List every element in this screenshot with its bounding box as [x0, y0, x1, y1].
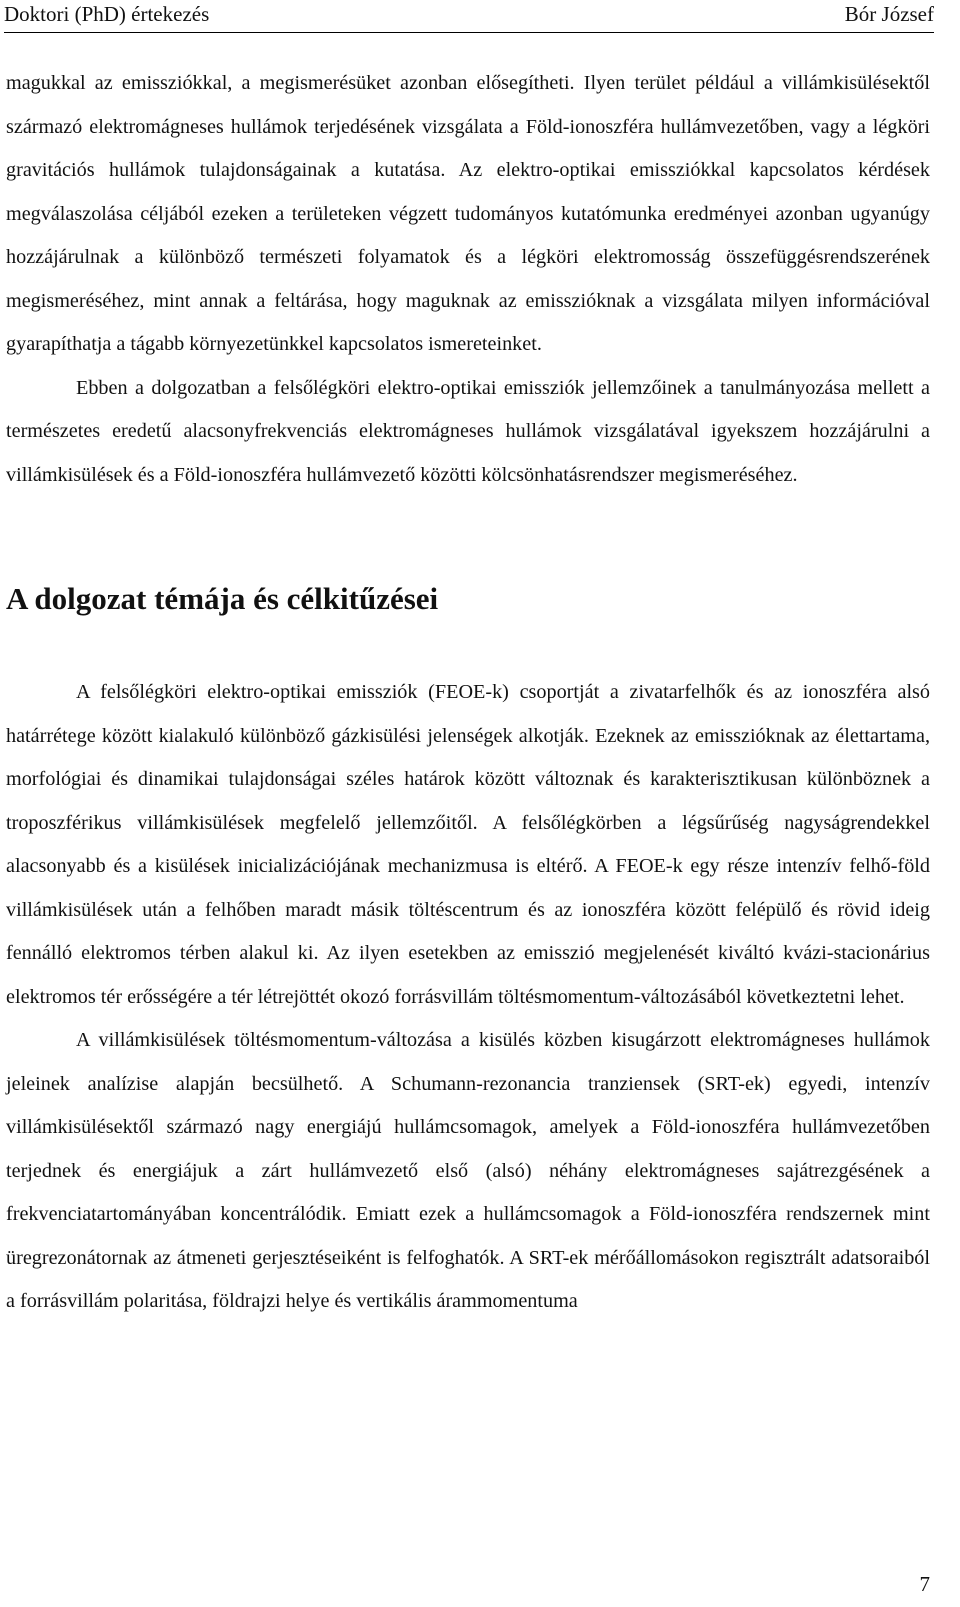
body-paragraph: A villámkisülések töltésmomentum-változása a kisülés közben kisugárzott elektromágneses hullámok jeleinek analízise alapján becsülhető. A Schumann-rezonancia tranziensek (SRT-ek) egyedi, intenzív villámkisülésektől származó nagy energiájú hullámcsomagok, amelyek a Föld-ionoszféra hullámvezetőben terjednek és energiájuk a zárt hullámvezető első (alsó) néhány elektromágneses sajátrezgésének a frekvenciatartományában koncentrálódik. Emiatt ezek a hullámcsomagok a Föld-ionoszféra rendszernek mint üregrezonátornak az átmeneti gerjesztéseiként is felfoghatók. A SRT-ek mérőállomásokon regisztrált adatsoraiból a forrásvillám polaritása, földrajzi helye és vertikális árammomentuma [6, 1029, 930, 1312]
running-header [4, 0, 934, 33]
body-paragraph: Ebben a dolgozatban a felsőlégköri elektro-optikai emissziók jellemzőinek a tanulmányozása mellett a természetes eredetű alacsonyfrekvenciás elektromágneses hullámok vizsgálatával igyekszem hozzájárulni a villámkisülések és a Föld-ionoszféra hullámvezető közötti kölcsönhatásrendszer megismeréséhez. [6, 376, 930, 486]
header-title: Doktori (PhD) értekezés [4, 2, 210, 26]
page-number: 7 [919, 1572, 930, 1596]
page-body [6, 62, 930, 1324]
body-paragraph: A felsőlégköri elektro-optikai emissziók (FEOE-k) csoportját a zivatarfelhők és az ionoszféra alsó határrétege között kialakuló különböző gázkisülési jelenségek alkotják. Ezeknek az emisszióknak az élettartama, morfológiai és dinamikai tulajdonságai széles határok között változnak és karakterisztikusan különböznek a troposzférikus villámkisülések megfelelő jellemzőitől. A felsőlégkörben a légsűrűség nagyságrendekkel alacsonyabb és a kisülések inicializációjának mechanizmusa is eltérő. A FEOE-k egy része intenzív felhő-föld villámkisülések után a felhőben maradt másik töltéscentrum és az ionoszféra között felépülő és rövid ideig fennálló elektromos térben alakul ki. Az ilyen esetekben az emisszió megjelenését kiváltó kvázi-stacionárius elektromos tér erősségére a tér létrejöttét okozó forrásvillám töltésmomentum-változásából következtetni lehet. [6, 681, 930, 1008]
body-paragraph: magukkal az emissziókkal, a megismerésüket azonban elősegítheti. Ilyen terület például a villámkisülésektől származó elektromágneses hullámok terjedésének vizsgálata a Föld-ionoszféra hullámvezetőben, vagy a légköri gravitációs hullámok tulajdonságainak a kutatása. Az elektro-optikai emissziókkal kapcsolatos kérdések megválaszolása céljából ezeken a területeken végzett tudományos kutatómunka eredményei azonban ugyanúgy hozzájárulnak a különböző természeti folyamatok és a légköri elektromosság összefüggésrendszerének megismeréséhez, mint annak a feltárása, hogy maguknak az emisszióknak a vizsgálata milyen információval gyarapíthatja a tágabb környezetünkkel kapcsolatos ismereteinket. [6, 72, 930, 355]
header-author: Bór József [844, 2, 934, 26]
section-heading: A dolgozat témája és célkitűzései [6, 581, 439, 616]
